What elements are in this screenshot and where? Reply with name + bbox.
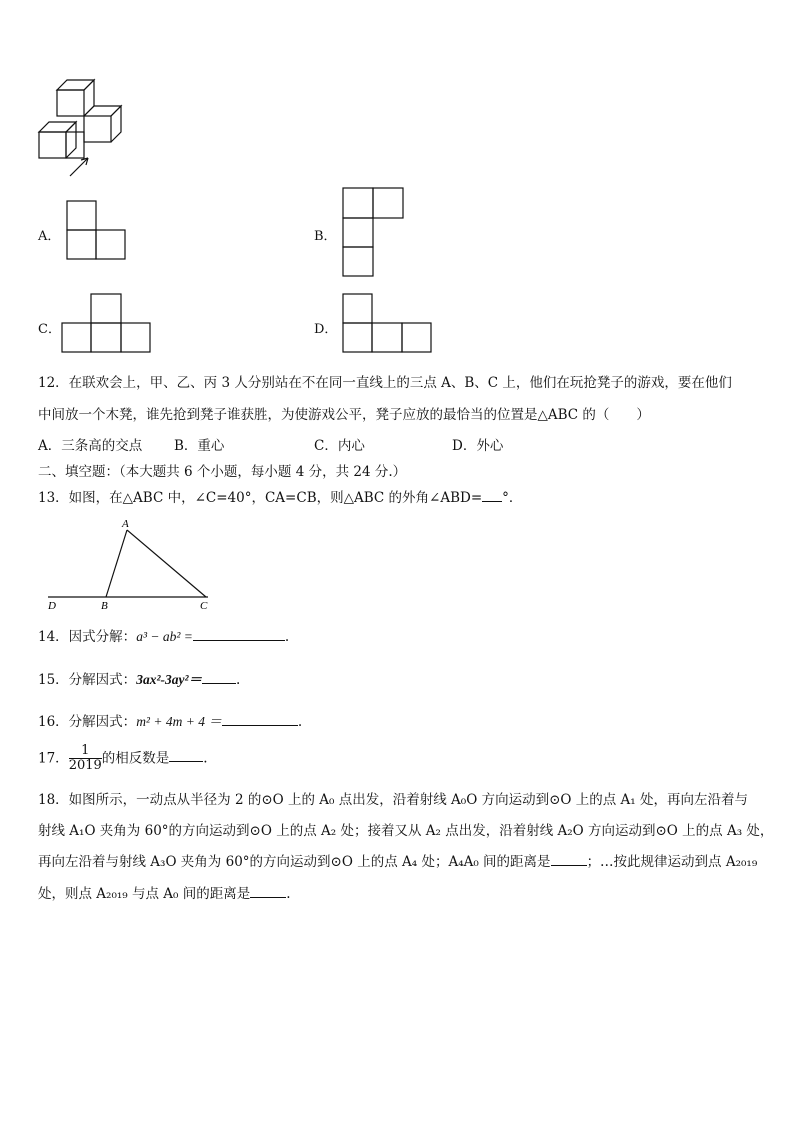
option-d-label: D． [314,322,338,337]
q14-answer-blank[interactable] [193,640,285,641]
q14-prefix: 14．因式分解： [38,629,137,645]
q18-line3-post: ；…按此规律运动到点 A₂₀₁₉ [586,854,758,870]
q12-line2: 中间放一个木凳，谁先抢到凳子谁获胜，为使游戏公平，凳子应放的最恰当的位置是△ABC 的（ ） [38,407,650,423]
q18-line3-pre: 再向左沿着与射线 A₃O 夹角为 60°的方向运动到⊙O 上的点 A₄ 处；A₄A₀ 间的距离是 [38,854,551,870]
q14-expression: a³ − ab² = [136,629,193,644]
q13-text-post: °． [502,490,523,506]
q13-label-d: D [48,600,56,612]
option-b-label: B． [314,229,337,244]
q12-option-d: D．外心 [452,438,504,454]
q17-numerator: 1 [69,744,102,759]
q16-answer-blank[interactable] [222,725,298,726]
q15-answer-blank[interactable] [202,683,236,684]
q16-text [38,712,302,732]
q16-prefix: 16．分解因式： [38,714,137,730]
option-d-figure [342,293,434,355]
q18-line3 [38,852,757,872]
q18-line4 [38,884,291,904]
q15-prefix: 15．分解因式： [38,672,137,688]
q15-expression: 3ax²-3ay²＝ [136,672,203,687]
q17-text [38,744,208,774]
option-a-label: A． [38,229,61,244]
q15-suffix: . [236,672,241,688]
q13-text-pre: 13．如图，在△ABC 中，∠C=40°，CA=CB，则△ABC 的外角∠ABD= [38,490,483,506]
q14-suffix: . [284,629,290,645]
q12-option-c: C．内心 [314,438,365,454]
q13-text [38,488,522,508]
q17-suffix: 的相反数是 [101,750,170,767]
q18-line4-post: . [286,886,291,902]
q16-expression: m² + 4m + 4 ＝ [136,714,222,729]
q14-text [38,627,289,647]
option-c-figure [61,293,153,355]
q17-answer-blank[interactable] [169,761,203,762]
q18-blank-1[interactable] [551,865,587,866]
q17-end: . [203,750,208,767]
q18-line1: 18．如图所示，一动点从半径为 2 的⊙O 上的 A₀ 点出发，沿着射线 A₀O 方向运动到⊙O 上的点 A₁ 处，再向左沿着与 [38,792,748,808]
q12-option-a: A．三条高的交点 [38,438,143,454]
cube-stack-figure [30,72,130,182]
section-2-header: 二、填空题：（本大题共 6 个小题，每小题 4 分，共 24 分.） [38,464,407,480]
option-c-label: C． [38,322,61,337]
q17-fraction [69,744,102,774]
q18-line2: 射线 A₁O 夹角为 60°的方向运动到⊙O 上的点 A₂ 处；接着又从 A₂ 点出发，沿着射线 A₂O 方向运动到⊙O 上的点 A₃ 处， [38,823,774,839]
q13-answer-blank[interactable] [482,501,502,502]
q16-suffix: . [297,714,303,730]
q13-label-a: A [122,518,129,530]
q17-prefix: 17． [38,750,69,767]
option-a-figure [66,200,128,262]
option-b-figure [342,187,406,279]
q12-line1: 12．在联欢会上，甲、乙、丙 3 人分别站在不在同一直线上的三点 A、B、C 上，他们在玩抢凳子的游戏，要在他们 [38,375,732,391]
q12-option-b: B．重心 [174,438,225,454]
q13-label-b: B [101,600,108,612]
q13-label-c: C [200,600,208,612]
q13-triangle-figure [46,516,216,614]
q15-text [38,670,240,690]
q17-denominator: 2019 [68,758,102,774]
q18-line4-pre: 处，则点 A₂₀₁₉ 与点 A₀ 间的距离是 [38,886,251,902]
q18-blank-2[interactable] [250,897,286,898]
